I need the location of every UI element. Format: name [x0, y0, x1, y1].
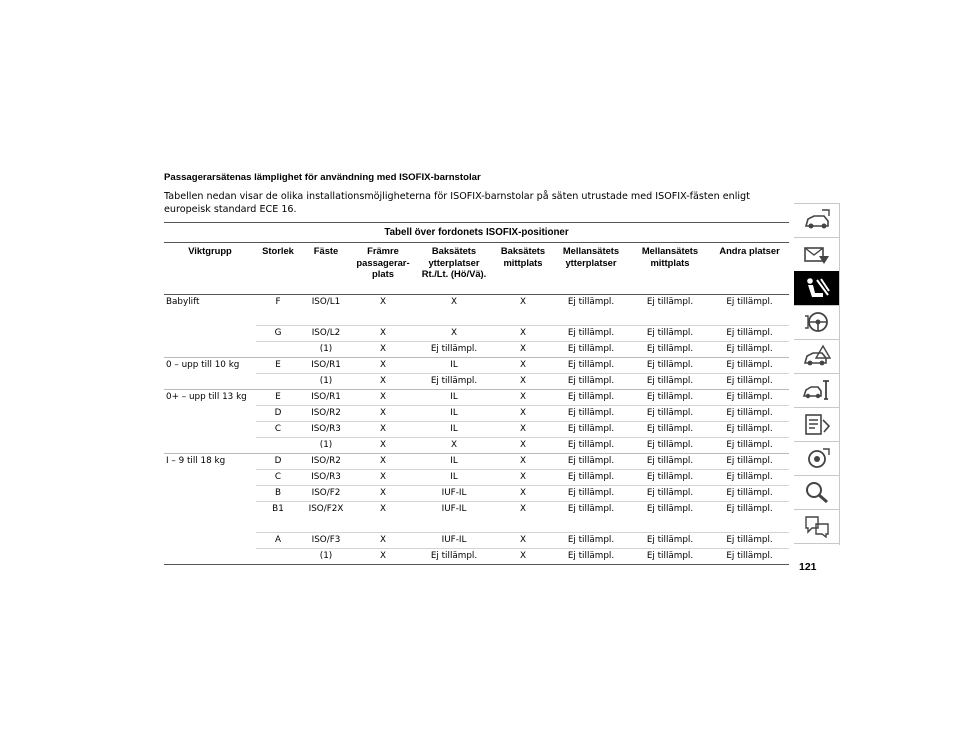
chapter-tab[interactable]: [794, 203, 840, 237]
technical-specifications-icon: [802, 412, 832, 436]
table-cell: X: [494, 358, 552, 374]
chapter-tab-active[interactable]: [794, 271, 840, 305]
table-cell: Ej tillämpl.: [710, 406, 789, 422]
chapter-tab[interactable]: [794, 407, 840, 441]
column-header: Mellansätets ytterplatser: [552, 243, 630, 295]
weight-group-cell: I – 9 till 18 kg: [164, 454, 256, 565]
chapter-tab[interactable]: [794, 339, 840, 373]
table-row: [164, 295, 789, 326]
chapter-tab[interactable]: [794, 237, 840, 271]
table-cell: X: [494, 374, 552, 390]
table-row: [164, 438, 789, 454]
table-cell: Ej tillämpl.: [630, 486, 710, 502]
table-cell: Ej tillämpl.: [710, 295, 789, 326]
table-header-row: [164, 243, 789, 295]
table-cell: ISO/R2: [300, 406, 352, 422]
table-cell: X: [494, 295, 552, 326]
table-cell: X: [494, 533, 552, 549]
table-cell: X: [352, 295, 414, 326]
table-cell: Ej tillämpl.: [552, 486, 630, 502]
table-cell: ISO/R3: [300, 470, 352, 486]
column-header: Fäste: [300, 243, 352, 295]
table-row: [164, 390, 789, 406]
table-cell: X: [494, 342, 552, 358]
column-header: Storlek: [256, 243, 300, 295]
table-cell: IUF-IL: [414, 533, 494, 549]
intro-paragraph: Tabellen nedan visar de olika installationsmöjligheterna för ISOFIX-barnstolar på säten utrustade med ISOFIX-fästen enligt europeisk standard ECE 16.: [164, 191, 750, 215]
table-cell: IUF-IL: [414, 502, 494, 533]
chapter-tab[interactable]: [794, 509, 840, 543]
table-cell: Ej tillämpl.: [552, 549, 630, 565]
table-cell: Ej tillämpl.: [630, 533, 710, 549]
table-cell: Ej tillämpl.: [710, 390, 789, 406]
table-cell: ISO/L1: [300, 295, 352, 326]
table-cell: E: [256, 358, 300, 374]
table-cell: X: [352, 533, 414, 549]
column-header: Viktgrupp: [164, 243, 256, 295]
table-cell: X: [352, 422, 414, 438]
table-cell: Ej tillämpl.: [710, 470, 789, 486]
table-cell: ISO/R3: [300, 422, 352, 438]
table-cell: Ej tillämpl.: [552, 502, 630, 533]
seat-airbag-safety-icon: [802, 276, 832, 300]
section-heading: Passagerarsätenas lämplighet för användning med ISOFIX-barnstolar: [164, 172, 481, 183]
table-cell: Ej tillämpl.: [630, 374, 710, 390]
chapter-tab[interactable]: [794, 305, 840, 339]
table-cell: X: [352, 454, 414, 470]
table-cell: X: [494, 406, 552, 422]
table-cell: X: [352, 502, 414, 533]
table-row: [164, 549, 789, 565]
table-cell: Ej tillämpl.: [710, 422, 789, 438]
table-cell: Ej tillämpl.: [710, 342, 789, 358]
table-cell: X: [494, 486, 552, 502]
vehicle-dashboard-icon: [802, 208, 832, 232]
isofix-table: [164, 222, 789, 565]
table-cell: X: [494, 326, 552, 342]
chapter-tabs: [794, 203, 840, 545]
table-cell: X: [352, 326, 414, 342]
car-service-maintenance-icon: [802, 378, 832, 402]
table-row: [164, 486, 789, 502]
table-cell: Ej tillämpl.: [710, 438, 789, 454]
index-search-icon: [802, 480, 832, 504]
table-cell: ISO/F2X: [300, 502, 352, 533]
multimedia-radio-icon: [802, 446, 832, 470]
column-header: Baksätets ytterplatser Rt./Lt. (Hö/Vä).: [414, 243, 494, 295]
table-cell: Ej tillämpl.: [552, 390, 630, 406]
table-cell: Ej tillämpl.: [552, 374, 630, 390]
table-cell: Ej tillämpl.: [630, 438, 710, 454]
table-cell: [256, 438, 300, 454]
table-row: [164, 470, 789, 486]
table-cell: G: [256, 326, 300, 342]
chapter-tab[interactable]: [794, 441, 840, 475]
table-cell: X: [352, 486, 414, 502]
table-cell: X: [494, 549, 552, 565]
table-cell: Ej tillämpl.: [630, 470, 710, 486]
table-cell: (1): [300, 374, 352, 390]
table-cell: B1: [256, 502, 300, 533]
table-cell: Ej tillämpl.: [710, 374, 789, 390]
table-row: [164, 422, 789, 438]
table-cell: C: [256, 422, 300, 438]
table-cell: Ej tillämpl.: [552, 454, 630, 470]
table-cell: X: [352, 390, 414, 406]
table-row: [164, 342, 789, 358]
table-cell: Ej tillämpl.: [552, 342, 630, 358]
table-cell: Ej tillämpl.: [630, 406, 710, 422]
table-cell: (1): [300, 549, 352, 565]
table-cell: (1): [300, 438, 352, 454]
table-cell: Ej tillämpl.: [552, 406, 630, 422]
table-cell: IUF-IL: [414, 486, 494, 502]
table-cell: Ej tillämpl.: [630, 502, 710, 533]
table-cell: D: [256, 454, 300, 470]
table-cell: X: [352, 358, 414, 374]
table-cell: X: [414, 295, 494, 326]
table-cell: ISO/L2: [300, 326, 352, 342]
table-row: [164, 406, 789, 422]
table-cell: Ej tillämpl.: [710, 326, 789, 342]
table-cell: [256, 342, 300, 358]
table-cell: X: [494, 422, 552, 438]
table-cell: Ej tillämpl.: [630, 422, 710, 438]
table-cell: X: [352, 549, 414, 565]
table-cell: ISO/R1: [300, 390, 352, 406]
column-header: Mellansätets mittplats: [630, 243, 710, 295]
page-number: 121: [799, 561, 817, 573]
table-row: [164, 502, 789, 533]
table-cell: ISO/F3: [300, 533, 352, 549]
table-cell: Ej tillämpl.: [630, 295, 710, 326]
chapter-tab[interactable]: [794, 475, 840, 509]
table-cell: Ej tillämpl.: [710, 502, 789, 533]
table-cell: Ej tillämpl.: [552, 422, 630, 438]
weight-group-cell: 0 – upp till 10 kg: [164, 358, 256, 390]
table-cell: Ej tillämpl.: [630, 454, 710, 470]
table-cell: X: [352, 342, 414, 358]
table-cell: Ej tillämpl.: [710, 486, 789, 502]
table-cell: Ej tillämpl.: [630, 342, 710, 358]
table-cell: [256, 374, 300, 390]
table-cell: Ej tillämpl.: [552, 358, 630, 374]
table-cell: F: [256, 295, 300, 326]
table-cell: X: [414, 438, 494, 454]
table-cell: Ej tillämpl.: [414, 342, 494, 358]
table-row: [164, 326, 789, 342]
table-cell: B: [256, 486, 300, 502]
table-cell: X: [352, 406, 414, 422]
table-cell: C: [256, 470, 300, 486]
table-cell: Ej tillämpl.: [552, 470, 630, 486]
table-cell: Ej tillämpl.: [710, 454, 789, 470]
table-cell: ISO/R2: [300, 454, 352, 470]
table-cell: ISO/R1: [300, 358, 352, 374]
table-cell: IL: [414, 390, 494, 406]
table-cell: Ej tillämpl.: [552, 295, 630, 326]
language-text-icon: [802, 514, 832, 538]
table-row: [164, 374, 789, 390]
column-header: Baksätets mittplats: [494, 243, 552, 295]
table-cell: Ej tillämpl.: [630, 326, 710, 342]
table-cell: Ej tillämpl.: [630, 390, 710, 406]
car-emergency-icon: [802, 344, 832, 368]
table-cell: X: [352, 374, 414, 390]
table-title: Tabell över fordonets ISOFIX-positioner: [164, 223, 789, 243]
steering-wheel-starting-icon: [802, 310, 832, 334]
table-cell: Ej tillämpl.: [414, 549, 494, 565]
table-cell: X: [494, 438, 552, 454]
warning-message-icon: [802, 242, 832, 266]
table-cell: Ej tillämpl.: [710, 358, 789, 374]
column-header: Främre passagerar-plats: [352, 243, 414, 295]
table-cell: Ej tillämpl.: [710, 533, 789, 549]
table-row: [164, 358, 789, 374]
table-cell: Ej tillämpl.: [630, 549, 710, 565]
table-cell: X: [414, 326, 494, 342]
table-cell: IL: [414, 454, 494, 470]
table-cell: Ej tillämpl.: [552, 438, 630, 454]
table-cell: X: [494, 502, 552, 533]
chapter-tab[interactable]: [794, 373, 840, 407]
weight-group-cell: 0+ – upp till 13 kg: [164, 390, 256, 454]
table-cell: (1): [300, 342, 352, 358]
table-cell: X: [352, 470, 414, 486]
table-cell: X: [494, 454, 552, 470]
table-cell: A: [256, 533, 300, 549]
weight-group-cell: Babylift: [164, 295, 256, 358]
table-cell: Ej tillämpl.: [552, 326, 630, 342]
table-cell: D: [256, 406, 300, 422]
table-cell: Ej tillämpl.: [710, 549, 789, 565]
table-cell: IL: [414, 358, 494, 374]
table-cell: [256, 549, 300, 565]
table-cell: IL: [414, 470, 494, 486]
table-cell: IL: [414, 406, 494, 422]
table-cell: X: [494, 390, 552, 406]
table-cell: X: [352, 438, 414, 454]
table-row: [164, 533, 789, 549]
table-cell: ISO/F2: [300, 486, 352, 502]
table-cell: Ej tillämpl.: [630, 358, 710, 374]
table-row: [164, 454, 789, 470]
table-cell: IL: [414, 422, 494, 438]
table-cell: E: [256, 390, 300, 406]
table-cell: Ej tillämpl.: [552, 533, 630, 549]
table-cell: X: [494, 470, 552, 486]
table-cell: Ej tillämpl.: [414, 374, 494, 390]
column-header: Andra platser: [710, 243, 789, 295]
